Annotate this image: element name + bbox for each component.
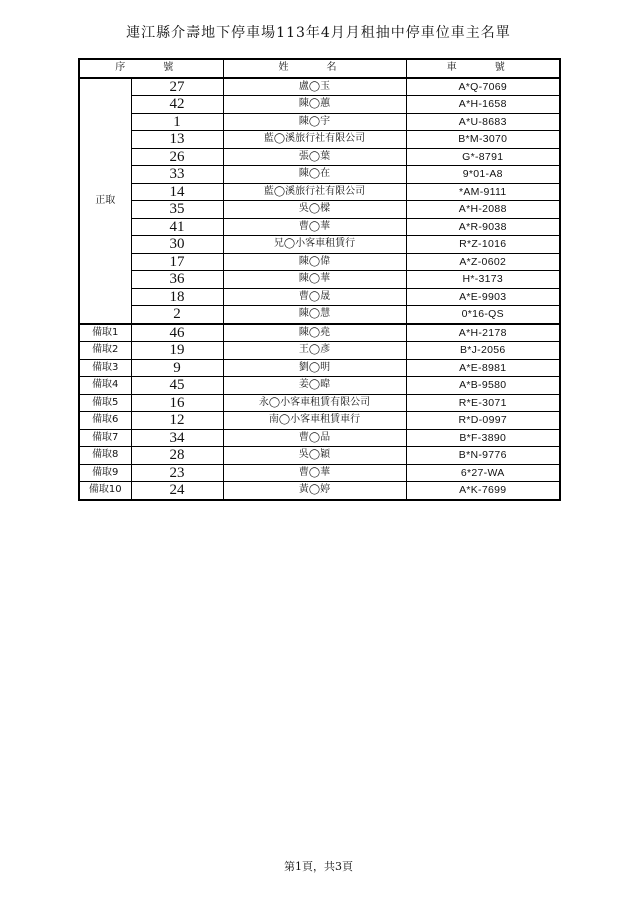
owner-name-cell: 陳◯蕙 — [223, 96, 406, 114]
plate-number-cell: R*D-0997 — [406, 412, 560, 430]
table-row — [79, 148, 560, 166]
plate-number-cell: A*U-8683 — [406, 113, 560, 131]
table-row — [79, 183, 560, 201]
owner-name-cell: 姜◯暐 — [223, 377, 406, 395]
number-cell: 2 — [131, 306, 223, 324]
lottery-results-table — [78, 58, 561, 501]
table-row — [79, 342, 560, 360]
table-row — [79, 131, 560, 149]
table-row — [79, 253, 560, 271]
number-cell: 24 — [131, 482, 223, 500]
number-cell: 19 — [131, 342, 223, 360]
plate-number-cell: *AM-9111 — [406, 183, 560, 201]
owner-name-cell: 南◯小客車租賃車行 — [223, 412, 406, 430]
owner-name-cell: 張◯葉 — [223, 148, 406, 166]
table-row — [79, 271, 560, 289]
group-label-standby: 備取9 — [79, 464, 131, 482]
table-row — [79, 482, 560, 500]
table-row — [79, 201, 560, 219]
number-cell: 30 — [131, 236, 223, 254]
table-row — [79, 78, 560, 96]
group-label-standby: 備取8 — [79, 447, 131, 465]
table-row — [79, 412, 560, 430]
group-label-standby: 備取3 — [79, 359, 131, 377]
group-label-standby: 備取4 — [79, 377, 131, 395]
table-row — [79, 306, 560, 324]
plate-number-cell: B*F-3890 — [406, 429, 560, 447]
owner-name-cell: 永◯小客車租賃有限公司 — [223, 394, 406, 412]
plate-number-cell: A*Z-0602 — [406, 253, 560, 271]
plate-number-cell: A*H-2178 — [406, 324, 560, 342]
plate-number-cell: A*E-9903 — [406, 288, 560, 306]
plate-number-cell: R*E-3071 — [406, 394, 560, 412]
plate-number-cell: A*K-7699 — [406, 482, 560, 500]
owner-name-cell: 陳◯偉 — [223, 253, 406, 271]
number-cell: 23 — [131, 464, 223, 482]
owner-name-cell: 王◯彥 — [223, 342, 406, 360]
table-row — [79, 166, 560, 184]
plate-number-cell: B*J-2056 — [406, 342, 560, 360]
plate-number-cell: A*E-8981 — [406, 359, 560, 377]
column-header-name: 姓 名 — [223, 59, 406, 78]
plate-number-cell: G*-8791 — [406, 148, 560, 166]
plate-number-cell: R*Z-1016 — [406, 236, 560, 254]
table-row — [79, 218, 560, 236]
number-cell: 26 — [131, 148, 223, 166]
group-label-standby: 備取7 — [79, 429, 131, 447]
number-cell: 1 — [131, 113, 223, 131]
page-footer: 第1頁，共3頁 — [284, 860, 353, 873]
owner-name-cell: 陳◯在 — [223, 166, 406, 184]
column-header-number: 序 號 — [79, 59, 223, 78]
plate-number-cell: A*H-2088 — [406, 201, 560, 219]
owner-name-cell: 陳◯慧 — [223, 306, 406, 324]
table-row — [79, 96, 560, 114]
number-cell: 17 — [131, 253, 223, 271]
owner-name-cell: 吳◯樑 — [223, 201, 406, 219]
number-cell: 18 — [131, 288, 223, 306]
table-row — [79, 324, 560, 342]
owner-name-cell: 吳◯穎 — [223, 447, 406, 465]
owner-name-cell: 劉◯明 — [223, 359, 406, 377]
table-header-row — [79, 59, 560, 78]
group-label-standby: 備取10 — [79, 482, 131, 500]
number-cell: 41 — [131, 218, 223, 236]
plate-number-cell: 6*27-WA — [406, 464, 560, 482]
number-cell: 28 — [131, 447, 223, 465]
plate-number-cell: A*B-9580 — [406, 377, 560, 395]
owner-name-cell: 黃◯婷 — [223, 482, 406, 500]
table-row — [79, 359, 560, 377]
number-cell: 14 — [131, 183, 223, 201]
number-cell: 45 — [131, 377, 223, 395]
number-cell: 27 — [131, 78, 223, 96]
number-cell: 36 — [131, 271, 223, 289]
table-row — [79, 447, 560, 465]
table-row — [79, 113, 560, 131]
group-label-standby: 備取6 — [79, 412, 131, 430]
number-cell: 12 — [131, 412, 223, 430]
document-title: 連江縣介壽地下停車場113年4月月租抽中停車位車主名單 — [126, 25, 511, 41]
owner-name-cell: 曹◯華 — [223, 218, 406, 236]
number-cell: 33 — [131, 166, 223, 184]
owner-name-cell: 曹◯晟 — [223, 288, 406, 306]
table-row — [79, 377, 560, 395]
plate-number-cell: A*Q-7069 — [406, 78, 560, 96]
owner-name-cell: 藍◯溪旅行社有限公司 — [223, 183, 406, 201]
number-cell: 46 — [131, 324, 223, 342]
group-label-standby: 備取1 — [79, 324, 131, 342]
group-label-standby: 備取2 — [79, 342, 131, 360]
table-row — [79, 288, 560, 306]
plate-number-cell: B*M-3070 — [406, 131, 560, 149]
number-cell: 34 — [131, 429, 223, 447]
column-header-plate: 車 號 — [406, 59, 560, 78]
owner-name-cell: 陳◯堯 — [223, 324, 406, 342]
plate-number-cell: B*N-9776 — [406, 447, 560, 465]
table-row — [79, 236, 560, 254]
plate-number-cell: 0*16-QS — [406, 306, 560, 324]
plate-number-cell: A*R-9038 — [406, 218, 560, 236]
owner-name-cell: 陳◯宇 — [223, 113, 406, 131]
group-label-primary: 正取 — [79, 78, 131, 324]
number-cell: 16 — [131, 394, 223, 412]
table-row — [79, 394, 560, 412]
number-cell: 35 — [131, 201, 223, 219]
owner-name-cell: 兄◯小客車租賃行 — [223, 236, 406, 254]
number-cell: 13 — [131, 131, 223, 149]
group-label-standby: 備取5 — [79, 394, 131, 412]
owner-name-cell: 曹◯華 — [223, 464, 406, 482]
owner-name-cell: 曹◯品 — [223, 429, 406, 447]
plate-number-cell: 9*01-A8 — [406, 166, 560, 184]
table-body — [79, 78, 560, 500]
number-cell: 9 — [131, 359, 223, 377]
owner-name-cell: 藍◯溪旅行社有限公司 — [223, 131, 406, 149]
owner-name-cell: 盧◯玉 — [223, 78, 406, 96]
owner-name-cell: 陳◯華 — [223, 271, 406, 289]
plate-number-cell: A*H-1658 — [406, 96, 560, 114]
table-row — [79, 464, 560, 482]
table-row — [79, 429, 560, 447]
plate-number-cell: H*-3173 — [406, 271, 560, 289]
number-cell: 42 — [131, 96, 223, 114]
